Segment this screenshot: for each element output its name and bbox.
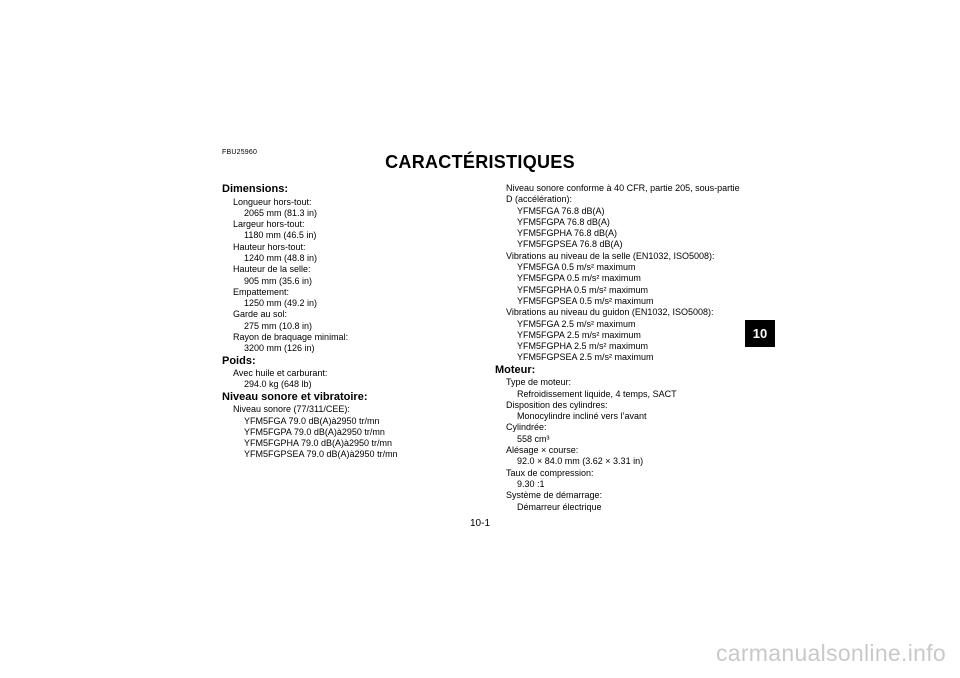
spec-value: Refroidissement liquide, 4 temps, SACT	[517, 388, 677, 399]
spec-value: 558 cm³	[517, 433, 550, 444]
spec-label: Taux de compression:	[506, 467, 594, 478]
spec-label: Disposition des cylindres:	[506, 399, 608, 410]
spec-value: YFM5FGPSEA 2.5 m/s² maximum	[517, 352, 654, 363]
spec-label: Largeur hors-tout:	[233, 219, 305, 230]
spec-label: Avec huile et carburant:	[233, 368, 328, 379]
spec-value: 275 mm (10.8 in)	[244, 320, 313, 331]
spec-value: 92.0 × 84.0 mm (3.62 × 3.31 in)	[517, 456, 644, 467]
spec-value: YFM5FGA 76.8 dB(A)	[517, 205, 605, 216]
spec-label: Garde au sol:	[233, 309, 288, 320]
spec-value: YFM5FGPA 76.8 dB(A)	[517, 216, 610, 227]
spec-value: YFM5FGPA 0.5 m/s² maximum	[517, 273, 641, 284]
spec-label: D (accélération):	[506, 194, 573, 205]
spec-value: 1240 mm (48.8 in)	[244, 252, 318, 263]
spec-value: YFM5FGPSEA 79.0 dB(A)à2950 tr/mn	[244, 449, 398, 460]
spec-value: YFM5FGA 79.0 dB(A)à2950 tr/mn	[244, 415, 380, 426]
spec-value: 1250 mm (49.2 in)	[244, 298, 318, 309]
left-column	[222, 183, 472, 461]
spec-label: Type de moteur:	[506, 377, 572, 388]
chapter-tab[interactable]: 10	[745, 320, 775, 347]
spec-label: Hauteur de la selle:	[233, 264, 311, 275]
spec-label: Empattement:	[233, 286, 290, 297]
spec-value: 294.0 kg (648 lb)	[244, 379, 312, 390]
spec-value: 1180 mm (46.5 in)	[244, 230, 317, 241]
spec-value: Démarreur électrique	[517, 501, 602, 512]
section-heading: Niveau sonore et vibratoire:	[222, 390, 368, 403]
spec-value: Monocylindre incliné vers l’avant	[517, 411, 647, 422]
spec-value: YFM5FGPHA 79.0 dB(A)à2950 tr/mn	[244, 438, 393, 449]
spec-value: YFM5FGPHA 2.5 m/s² maximum	[517, 341, 649, 352]
watermark: carmanualsonline.info	[715, 640, 946, 666]
spec-value: 905 mm (35.6 in)	[244, 275, 313, 286]
spec-label: Rayon de braquage minimal:	[233, 332, 349, 343]
spec-value: YFM5FGPHA 76.8 dB(A)	[517, 228, 618, 239]
section-heading: Dimensions:	[222, 183, 289, 195]
spec-label: Longueur hors-tout:	[233, 196, 312, 207]
right-column	[495, 183, 765, 513]
spec-value: YFM5FGPHA 0.5 m/s² maximum	[517, 284, 649, 295]
spec-label: Alésage × course:	[506, 445, 579, 456]
page-title: CARACTÉRISTIQUES	[385, 152, 575, 172]
spec-value: 2065 mm (81.3 in)	[244, 207, 318, 218]
spec-value: YFM5FGPA 79.0 dB(A)à2950 tr/mn	[244, 426, 385, 437]
spec-value: 3200 mm (126 in)	[244, 343, 315, 354]
page-number: 10-1	[469, 518, 490, 529]
spec-label: Système de démarrage:	[506, 490, 603, 501]
spec-value: YFM5FGPSEA 76.8 dB(A)	[517, 239, 623, 250]
spec-label: Vibrations au niveau du guidon (EN1032, ISO5008):	[506, 307, 714, 318]
spec-label: Hauteur hors-tout:	[233, 241, 306, 252]
spec-value: YFM5FGPSEA 0.5 m/s² maximum	[517, 295, 654, 306]
spec-value: YFM5FGA 0.5 m/s² maximum	[517, 262, 636, 273]
spec-value: YFM5FGA 2.5 m/s² maximum	[517, 318, 636, 329]
section-heading: Moteur:	[495, 363, 536, 376]
section-heading: Poids:	[222, 354, 256, 367]
document-code: FBU25960	[222, 149, 258, 156]
spec-label: Niveau sonore (77/311/CEE):	[233, 404, 350, 415]
spec-value: 9.30 :1	[517, 478, 545, 489]
spec-label: Cylindrée:	[506, 422, 547, 433]
spec-label: Niveau sonore conforme à 40 CFR, partie 205, sous-partie	[506, 183, 740, 193]
spec-value: YFM5FGPA 2.5 m/s² maximum	[517, 329, 641, 340]
spec-label: Vibrations au niveau de la selle (EN1032, ISO5008):	[506, 250, 715, 261]
